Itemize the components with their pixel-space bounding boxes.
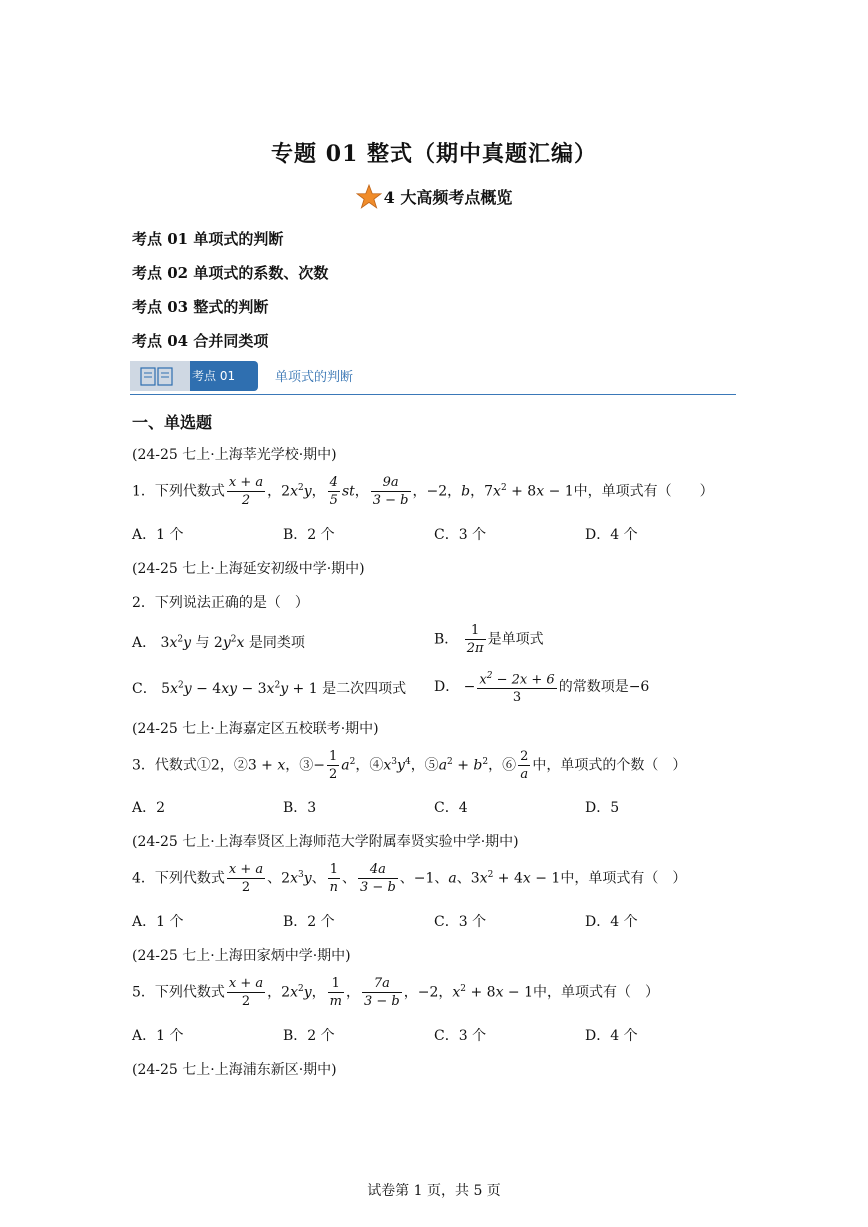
q2-option-a: A． $3x^2y$ 与 $2y^2x$ 是同类项 [132,634,305,651]
topic-banner [130,361,736,397]
star-icon [356,184,382,210]
q2-option-c: C． $5x^2y - 4xy - 3x^2y + 1$ 是二次四项式 [132,680,407,697]
source-4: (24-25 七上·上海奉贤区上海师范大学附属奉贤实验中学·期中) [132,834,519,850]
q2-c-text: 是二次四项式 [322,681,407,697]
q1-option-c: C．3 个 [434,527,487,543]
q3-option-b: B．3 [283,800,317,816]
topic-4: 考点 04 合并同类项 [132,332,269,350]
page-footer: 试卷第 1 页，共 5 页 [367,1183,501,1199]
question-3: 3．代数式①2，②3 + x，③− $\frac{1}{2}$ $a^2$，$④x^3y^4$，$⑤a^2 + b^2$，⑥ $\frac{2}{a}$ 中，单项式的个数（ ） [132,749,687,782]
page-title: 专题 01 整式（期中真题汇编） [271,141,597,167]
q4-stem: 4．下列代数式 [132,870,225,887]
question-4: 4．下列代数式 $\frac{x + a}{2}$ 、$2x^3y$、 $\frac{1}{n}$ 、 $\frac{4a}{3 - b}$ 、−1、a、$3x^2 + 4x - 1$中，单项式有（ ） [132,862,687,895]
q5-option-b: B．2 个 [283,1028,335,1044]
q1-stem: 1．下列代数式 [132,483,225,500]
q1-tail: 中，单项式有（ ） [573,483,714,500]
q4-option-c: C．3 个 [434,914,487,930]
q2-option-b: B． $\frac{1}{2\pi}$ 是单项式 [434,623,544,656]
source-6: (24-25 七上·上海浦东新区·期中) [132,1062,337,1078]
q4-tail: 中，单项式有（ ） [560,870,687,887]
question-5: 5．下列代数式 $\frac{x + a}{2}$ ，$2x^2y$， $\frac{1}{m}$ ， $\frac{7a}{3 - b}$ ，−2，$x^2 + 8x - 1$中，单项式有（ ） [132,976,660,1009]
q2-b-text: 是单项式 [487,631,544,648]
q3-stem: 3．代数式 [132,757,197,774]
q5-option-d: D．4 个 [585,1028,638,1044]
source-3: (24-25 七上·上海嘉定区五校联考·期中) [132,721,379,737]
banner-tab-text: 考点 01 [192,369,236,383]
q4-option-a: A．1 个 [132,914,184,930]
q4-option-b: B．2 个 [283,914,335,930]
q3-option-a: A．2 [132,800,166,816]
source-5: (24-25 七上·上海田家炳中学·期中) [132,948,351,964]
question-2: 2．下列说法正确的是（ ） [132,595,309,611]
q1-option-b: B．2 个 [283,527,335,543]
q3-option-c: C．4 [434,800,468,816]
source-2: (24-25 七上·上海延安初级中学·期中) [132,561,365,577]
q3-tail: 中，单项式的个数（ ） [532,757,687,774]
topic-1: 考点 01 单项式的判断 [132,230,284,248]
q4-option-d: D．4 个 [585,914,638,930]
subtitle [0,184,868,210]
q5-stem: 5．下列代数式 [132,984,225,1001]
q1-option-a: A．1 个 [132,527,184,543]
q2-d-text: 的常数项是−6 [558,679,650,696]
banner-tab-icon-area [130,361,190,391]
topic-2: 考点 02 单项式的系数、次数 [132,264,329,282]
subtitle-text: 4 大高频考点概览 [383,188,513,207]
q5-option-a: A．1 个 [132,1028,184,1044]
q1-option-d: D．4 个 [585,527,638,543]
source-1: (24-25 七上·上海莘光学校·期中) [132,447,337,463]
q5-option-c: C．3 个 [434,1028,487,1044]
topic-3: 考点 03 整式的判断 [132,298,269,316]
q5-tail: 中，单项式有（ ） [533,984,660,1001]
q3-option-d: D．5 [585,800,620,816]
banner-label: 单项式的判断 [275,370,354,385]
banner-rule [130,394,736,395]
book-icon [140,367,174,387]
question-1: 1．下列代数式 $\frac{x + a}{2}$ ，$2x^2y$， $\frac{4}{5}$ st， $\frac{9a}{3 - b}$ ，−2，b，$7x^2 + 8x - 1$中，单项式有（ ） [132,475,714,508]
q2-option-d: D． − $\frac{x^2 - 2x + 6}{3}$ 的常数项是−6 [434,668,649,706]
section-heading: 一、单选题 [132,413,213,432]
q2-a-text: 是同类项 [248,635,305,651]
